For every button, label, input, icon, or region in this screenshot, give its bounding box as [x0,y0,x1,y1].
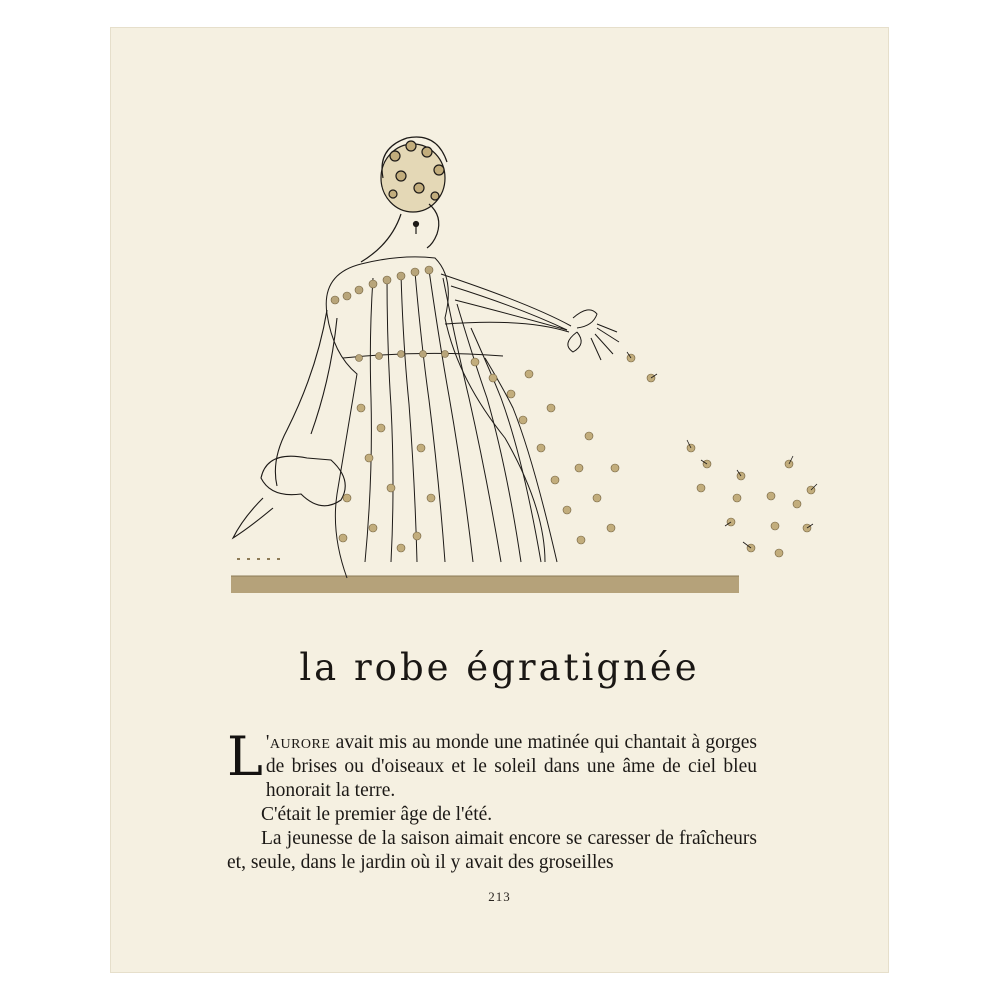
sleeve-right [441,274,619,360]
fashion-illustration [111,28,888,628]
paragraph-3: La jeunesse de la saison aimait encore se caresser de fraîcheurs et, seule, dans le jardin où il y avait des groseilles [227,828,757,873]
sleeve-left [233,310,345,538]
story-title: la robe égratignée [299,646,700,689]
story-body [227,725,757,875]
paragraph-1 [227,725,757,803]
paragraph-1-text: avait mis au monde une matinée qui chantait à gorges de brises ou d'oiseaux et le soleil dans une âme de ciel bleu honorait la terre. [265,732,757,801]
rose-stems [627,352,817,548]
paragraph-2: C'était le premier âge de l'été. [261,804,493,825]
opening-word: 'aurore [265,732,331,753]
ground-bar [231,576,739,593]
artist-signature [237,558,280,560]
rose-pattern [339,354,815,557]
hair [381,137,447,212]
book-page [111,28,888,972]
page-number: 213 [488,889,511,904]
face [361,204,439,262]
drop-cap-initial: L [227,725,263,788]
